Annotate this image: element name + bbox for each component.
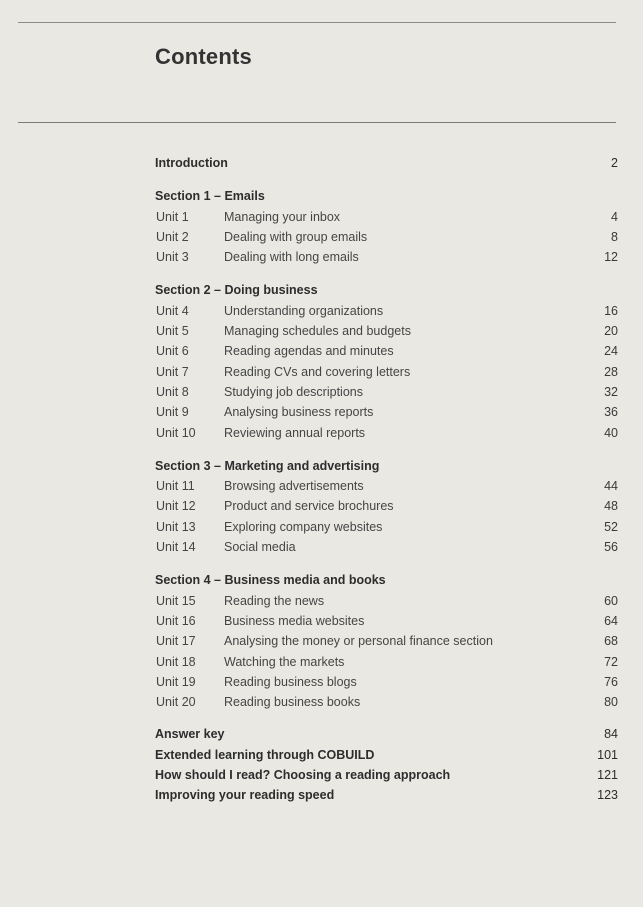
toc-unit-row[interactable] xyxy=(155,382,618,402)
unit-number: Unit 3 xyxy=(156,250,189,265)
unit-title: Business media websites xyxy=(224,613,365,628)
unit-title: Analysing business reports xyxy=(224,405,374,420)
unit-title: Dealing with long emails xyxy=(224,250,359,265)
toc-unit-row[interactable] xyxy=(155,672,618,692)
table-of-contents xyxy=(155,153,618,806)
unit-title: Managing your inbox xyxy=(224,209,341,224)
unit-title: Reading CVs and covering letters xyxy=(224,364,411,379)
section-heading[interactable] xyxy=(155,570,618,590)
unit-number: Unit 10 xyxy=(156,425,196,440)
unit-number: Unit 5 xyxy=(156,324,189,339)
unit-number: Unit 18 xyxy=(156,654,196,669)
toc-entry-back-matter[interactable] xyxy=(155,745,618,765)
unit-title: Social media xyxy=(224,540,296,555)
unit-title: Reading the news xyxy=(224,593,325,608)
toc-entry-introduction[interactable] xyxy=(155,153,618,173)
toc-page-number: 101 xyxy=(597,747,618,762)
unit-number: Unit 8 xyxy=(156,384,189,399)
toc-entry-label: How should I read? Choosing a reading approach xyxy=(155,768,451,783)
title-rule xyxy=(18,122,616,123)
toc-entry-label: Extended learning through COBUILD xyxy=(155,747,375,762)
unit-number: Unit 14 xyxy=(156,540,196,555)
toc-unit-row[interactable] xyxy=(155,537,618,557)
unit-title: Exploring company websites xyxy=(224,519,383,534)
toc-unit-row[interactable] xyxy=(155,227,618,247)
toc-unit-row[interactable] xyxy=(155,631,618,651)
toc-page-number: 28 xyxy=(604,364,618,379)
spacer xyxy=(155,173,618,186)
toc-unit-row[interactable] xyxy=(155,362,618,382)
toc-unit-row[interactable] xyxy=(155,247,618,267)
toc-page-number: 20 xyxy=(604,324,618,339)
toc-entry-label: Answer key xyxy=(155,727,225,742)
unit-number: Unit 9 xyxy=(156,405,189,420)
toc-page-number: 48 xyxy=(604,499,618,514)
toc-unit-row[interactable] xyxy=(155,476,618,496)
toc-page-number: 44 xyxy=(604,479,618,494)
spacer xyxy=(155,443,618,456)
section-heading-label: Section 4 – Business media and books xyxy=(155,573,386,588)
toc-page-number: 12 xyxy=(604,250,618,265)
unit-number: Unit 13 xyxy=(156,519,196,534)
toc-unit-row[interactable] xyxy=(155,301,618,321)
toc-unit-row[interactable] xyxy=(155,692,618,712)
unit-number: Unit 16 xyxy=(156,613,196,628)
toc-page-number: 72 xyxy=(604,654,618,669)
toc-entry-back-matter[interactable] xyxy=(155,765,618,785)
toc-unit-row[interactable] xyxy=(155,591,618,611)
toc-page-number: 52 xyxy=(604,519,618,534)
section-heading[interactable] xyxy=(155,280,618,300)
toc-unit-row[interactable] xyxy=(155,496,618,516)
unit-number: Unit 17 xyxy=(156,634,196,649)
toc-page-number: 76 xyxy=(604,674,618,689)
toc-back-matter xyxy=(155,724,618,805)
unit-title: Reading business books xyxy=(224,695,361,710)
toc-page-number: 8 xyxy=(611,229,618,244)
toc-page-number: 123 xyxy=(597,788,618,803)
spacer xyxy=(155,712,618,724)
unit-number: Unit 20 xyxy=(156,695,196,710)
unit-title: Understanding organizations xyxy=(224,303,384,318)
toc-page-number: 121 xyxy=(597,768,618,783)
unit-number: Unit 11 xyxy=(156,479,195,494)
unit-title: Product and service brochures xyxy=(224,499,394,514)
section-heading-label: Section 3 – Marketing and advertising xyxy=(155,458,380,473)
section-heading-label: Section 2 – Doing business xyxy=(155,283,318,298)
toc-unit-row[interactable] xyxy=(155,321,618,341)
toc-unit-row[interactable] xyxy=(155,402,618,422)
toc-page-number: 84 xyxy=(604,727,618,742)
toc-unit-row[interactable] xyxy=(155,207,618,227)
unit-number: Unit 15 xyxy=(156,593,196,608)
toc-page-number: 16 xyxy=(604,303,618,318)
unit-number: Unit 19 xyxy=(156,674,196,689)
unit-title: Reviewing annual reports xyxy=(224,425,366,440)
toc-page-number: 2 xyxy=(611,156,618,170)
unit-title: Managing schedules and budgets xyxy=(224,324,411,339)
unit-number: Unit 6 xyxy=(156,344,189,359)
toc-entry-label: Introduction xyxy=(155,156,228,170)
toc-page-number: 80 xyxy=(604,695,618,710)
unit-title: Watching the markets xyxy=(224,654,345,669)
unit-number: Unit 2 xyxy=(156,229,189,244)
unit-title: Reading agendas and minutes xyxy=(224,344,394,359)
unit-number: Unit 1 xyxy=(156,209,189,224)
toc-entry-back-matter[interactable] xyxy=(155,785,618,805)
unit-number: Unit 7 xyxy=(156,364,189,379)
unit-title: Analysing the money or personal finance section xyxy=(224,634,493,649)
toc-unit-row[interactable] xyxy=(155,611,618,631)
unit-title: Reading business blogs xyxy=(224,674,357,689)
top-rule xyxy=(18,22,616,23)
unit-title: Browsing advertisements xyxy=(224,479,364,494)
toc-unit-row[interactable] xyxy=(155,341,618,361)
unit-number: Unit 4 xyxy=(156,303,189,318)
toc-page-number: 36 xyxy=(604,405,618,420)
toc-sections xyxy=(155,173,618,712)
toc-page-number: 40 xyxy=(604,425,618,440)
toc-page-number: 24 xyxy=(604,344,618,359)
page-title: Contents xyxy=(155,44,252,69)
spacer xyxy=(155,557,618,570)
toc-page-number: 32 xyxy=(604,384,618,399)
toc-page-number: 68 xyxy=(604,634,618,649)
toc-page-number: 64 xyxy=(604,613,618,628)
toc-page-number: 60 xyxy=(604,593,618,608)
toc-page-number: 56 xyxy=(604,540,618,555)
toc-unit-row[interactable] xyxy=(155,517,618,537)
section-heading[interactable] xyxy=(155,186,618,206)
unit-title: Dealing with group emails xyxy=(224,229,368,244)
section-heading-label: Section 1 – Emails xyxy=(155,189,265,204)
toc-unit-row[interactable] xyxy=(155,423,618,443)
spacer xyxy=(155,267,618,280)
toc-unit-row[interactable] xyxy=(155,652,618,672)
unit-title: Studying job descriptions xyxy=(224,384,363,399)
toc-entry-back-matter[interactable] xyxy=(155,724,618,744)
toc-page-number: 4 xyxy=(611,209,618,224)
unit-number: Unit 12 xyxy=(156,499,196,514)
toc-entry-label: Improving your reading speed xyxy=(155,788,335,803)
section-heading[interactable] xyxy=(155,456,618,476)
